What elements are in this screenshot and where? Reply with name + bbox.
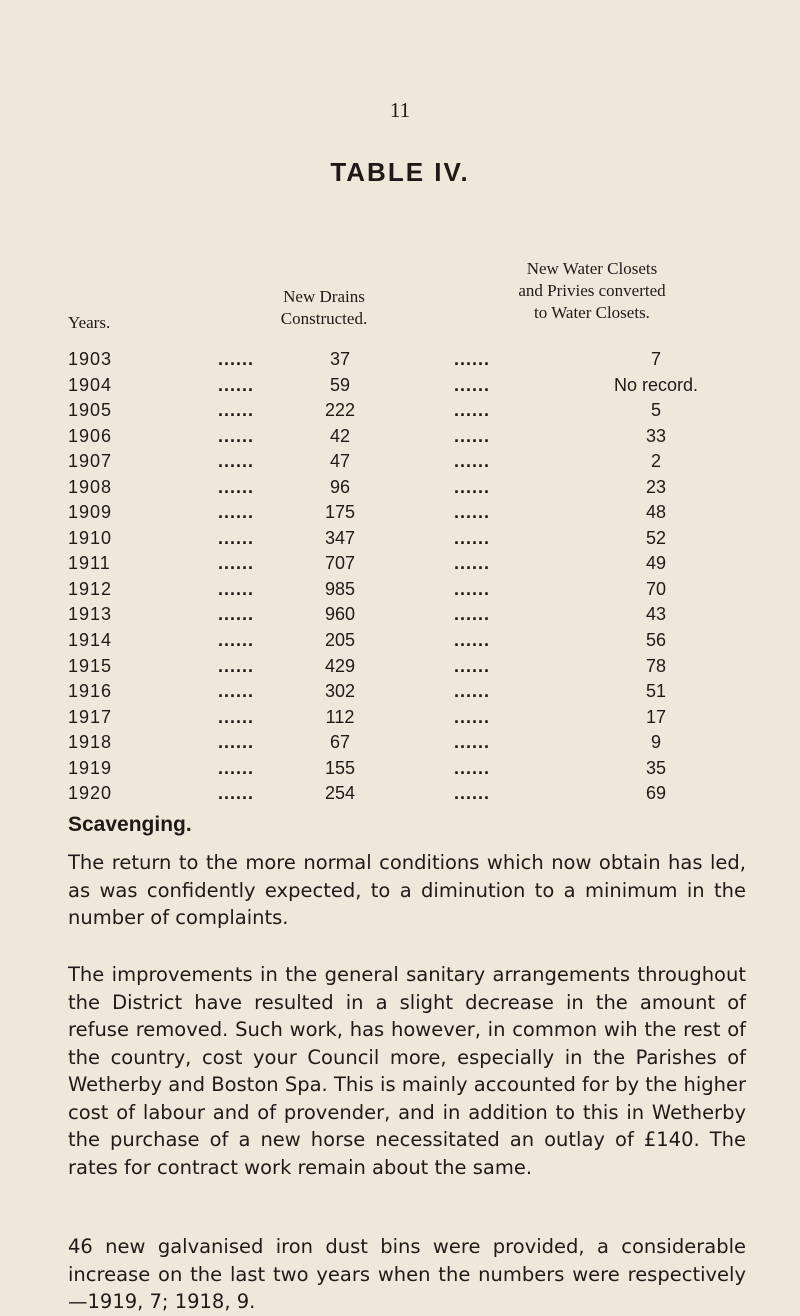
column-header-years: Years. [68,313,111,332]
leader-dots: ...... [454,578,491,599]
leader-dots: ...... [454,476,491,497]
water-closets-cell: 35 [645,757,667,778]
new-drains-cell: 112 [325,706,355,727]
leader-dots: ...... [218,681,255,702]
leader-dots: ...... [218,553,255,574]
leader-dots: ...... [218,527,255,548]
year-cell: 1904 [68,374,113,395]
year-cell: 1916 [68,681,113,702]
year-cell: 1914 [68,630,113,651]
leader-dots: ...... [218,655,255,676]
table-row [66,654,746,680]
year-cell: 1920 [68,783,113,804]
leader-dots: ...... [454,349,491,369]
water-closets-cell: 48 [645,502,667,523]
water-closets-cell: 33 [645,425,667,446]
year-cell: 1905 [68,400,113,421]
water-closets-cell: 49 [645,553,667,574]
new-drains-cell: 960 [324,604,356,625]
table-row [66,449,746,475]
table-row [66,781,746,807]
leader-dots: ...... [218,783,255,804]
year-cell: 1908 [68,476,113,497]
water-closets-cell: 78 [645,655,667,676]
water-closets-cell: 70 [645,578,667,599]
water-closets-cell: 7 [650,349,661,369]
column-header-new-drains: New Drains Constructed. [280,287,368,328]
year-cell: 1915 [68,655,113,676]
new-drains-cell: 205 [324,630,356,651]
leader-dots: ...... [454,630,491,651]
water-closets-cell: 2 [650,451,661,472]
column-header-water-closets: New Water Closets and Privies converted to Water Closets. [518,259,666,322]
year-cell: 1907 [68,451,113,472]
leader-dots: ...... [454,451,491,472]
table-row [66,526,746,552]
table-row [66,705,746,731]
table-row [66,398,746,424]
table-row [66,577,746,603]
paragraph: The return to the more normal conditions which now obtain has led, as was confidently expected, to a diminution to a minimum in the number of complaints. [68,851,746,929]
table-row [66,602,746,628]
data-table [66,347,746,807]
leader-dots: ...... [454,655,491,676]
leader-dots: ...... [454,527,491,548]
new-drains-cell: 707 [324,553,356,574]
new-drains-cell: 37 [329,349,351,369]
leader-dots: ...... [454,425,491,446]
table-row [66,679,746,705]
water-closets-cell: 56 [645,630,667,651]
leader-dots: ...... [218,732,255,753]
page-number: 11 [389,98,411,122]
new-drains-cell: 67 [329,732,351,753]
new-drains-cell: 42 [329,425,351,446]
leader-dots: ...... [218,349,255,369]
table-row [66,347,746,373]
water-closets-cell: 5 [650,400,661,421]
leader-dots: ...... [454,732,491,753]
leader-dots: ...... [454,783,491,804]
year-cell: 1911 [68,553,111,574]
section-heading: Scavenging. [68,813,192,836]
year-cell: 1912 [68,578,113,599]
year-cell: 1917 [68,706,113,727]
year-cell: 1913 [68,604,113,625]
table-row [66,730,746,756]
leader-dots: ...... [218,604,255,625]
water-closets-cell: 69 [645,783,667,804]
leader-dots: ...... [454,502,491,523]
table-row [66,628,746,654]
year-cell: 1903 [68,349,113,369]
new-drains-cell: 429 [324,655,356,676]
leader-dots: ...... [454,681,491,702]
table-row [66,424,746,450]
leader-dots: ...... [454,757,491,778]
water-closets-cell: 23 [645,476,667,497]
water-closets-cell: 17 [645,706,667,727]
leader-dots: ...... [454,553,491,574]
leader-dots: ...... [454,706,491,727]
paragraph: The improvements in the general sanitary arrangements throughout the District have resulted in a slight decrease in the amount of refuse removed. Such work, has however, in common wih the rest of the country, cost your Council more, especially in the Parishes of Wetherby and Boston Spa. This is mainly accounted for by the higher cost of labour and of provender, and in addition to this in Wetherby the purchase of a new horse necessitated an outlay of £140. The rates for contract work remain about the same. [68,963,746,1179]
year-cell: 1910 [68,527,113,548]
water-closets-cell: 9 [650,732,661,753]
new-drains-cell: 347 [324,527,356,548]
new-drains-cell: 47 [329,451,351,472]
year-cell: 1919 [68,757,113,778]
leader-dots: ...... [218,757,255,778]
leader-dots: ...... [218,630,255,651]
year-cell: 1906 [68,425,113,446]
new-drains-cell: 155 [324,757,356,778]
leader-dots: ...... [218,578,255,599]
paragraph: 46 new galvanised iron dust bins were provided, a considerable increase on the last two years when the numbers were respectively—1919, 7; 1918, 9. [68,1235,746,1313]
leader-dots: ...... [218,476,255,497]
water-closets-cell: 43 [645,604,667,625]
water-closets-cell: 51 [645,681,667,702]
leader-dots: ...... [218,374,255,395]
table-row [66,756,746,782]
new-drains-cell: 254 [324,783,356,804]
table-row [66,475,746,501]
new-drains-cell: 96 [329,476,351,497]
leader-dots: ...... [218,451,255,472]
new-drains-cell: 222 [324,400,356,421]
leader-dots: ...... [454,604,491,625]
new-drains-cell: 175 [324,502,356,523]
new-drains-cell: 302 [324,681,356,702]
table-row [66,500,746,526]
year-cell: 1909 [68,502,113,523]
leader-dots: ...... [218,706,255,727]
table-row [66,373,746,399]
year-cell: 1918 [68,732,113,753]
leader-dots: ...... [218,425,255,446]
water-closets-cell: 52 [645,527,667,548]
new-drains-cell: 985 [324,578,356,599]
leader-dots: ...... [454,374,491,395]
new-drains-cell: 59 [329,374,351,395]
leader-dots: ...... [218,502,255,523]
table-row [66,551,746,577]
leader-dots: ...... [454,400,491,421]
table-title: TABLE IV. [330,157,470,187]
leader-dots: ...... [218,400,255,421]
water-closets-cell: No record. [613,374,699,395]
